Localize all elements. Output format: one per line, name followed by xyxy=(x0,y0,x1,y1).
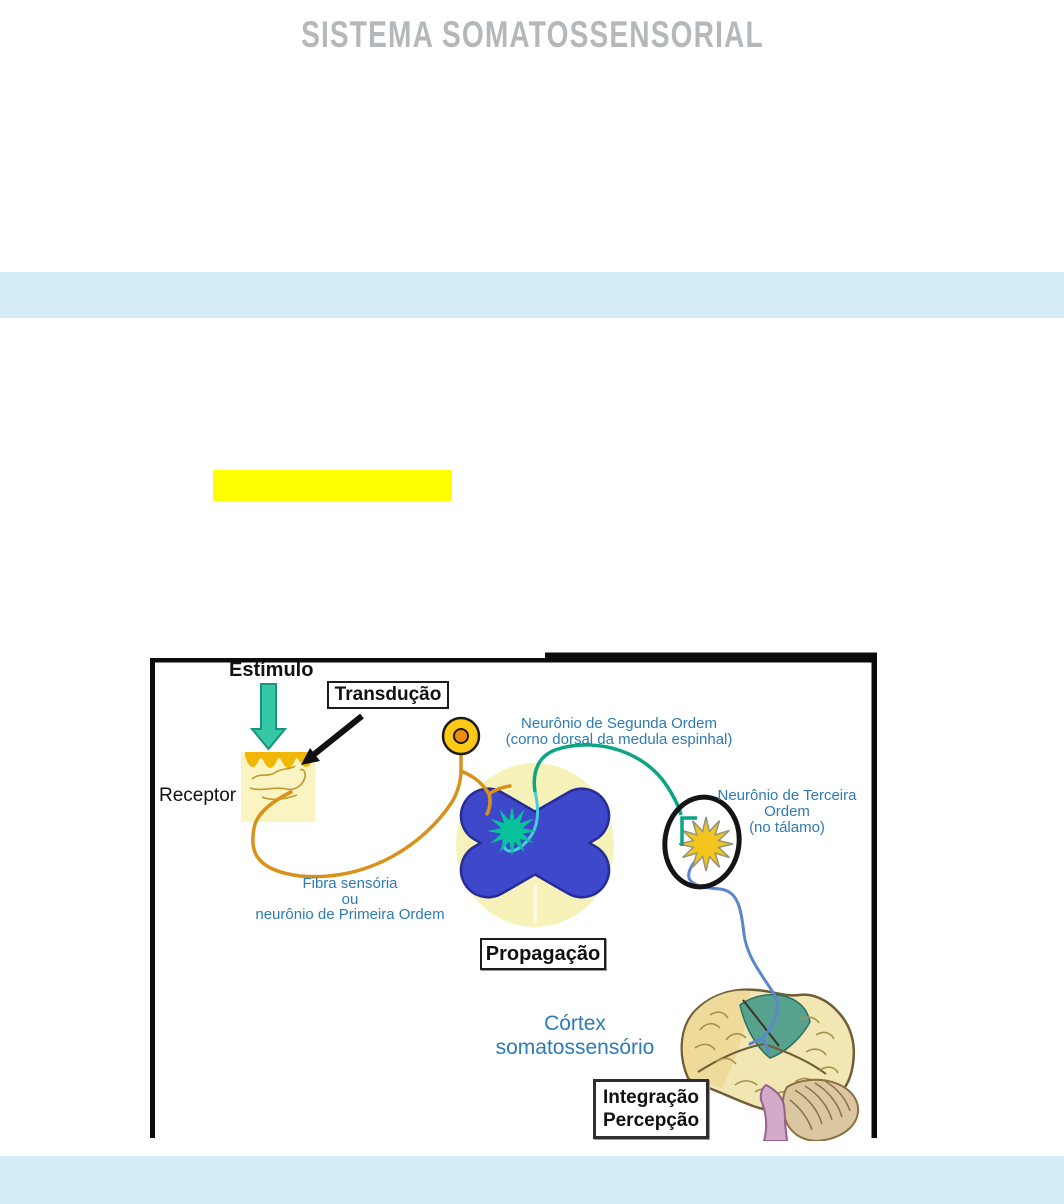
cortex-label: Córtex somatossensório xyxy=(495,1012,655,1059)
third-order-line2: Ordem xyxy=(764,803,810,820)
propagacao-box: Propagação xyxy=(480,938,606,970)
third-order-line3: (no tálamo) xyxy=(749,819,825,836)
fiber-line3: neurônio de Primeira Ordem xyxy=(255,906,445,923)
bottom-highlight-band xyxy=(0,1156,1064,1204)
transducao-box: Transdução xyxy=(327,681,449,709)
page-title-text: SISTEMA SOMATOSSENSORIAL xyxy=(300,14,764,55)
fiber-line2: ou xyxy=(341,890,359,908)
yellow-highlight-bar xyxy=(213,470,452,501)
third-order-neuron-label xyxy=(714,788,860,836)
estimulo-label: Estímulo xyxy=(229,659,314,681)
page-title xyxy=(0,14,1064,56)
integracao-box xyxy=(593,1079,709,1139)
second-order-neuron-label xyxy=(504,716,734,747)
third-order-line1: Neurônio de Terceira xyxy=(717,787,857,804)
second-order-line2: (corno dorsal da medula espinhal) xyxy=(505,730,733,748)
second-order-line1: Neurônio de Segunda Ordem xyxy=(521,715,717,732)
receptor-label: Receptor xyxy=(159,785,237,806)
integracao-line1: Integração xyxy=(602,1087,700,1108)
cerebellum xyxy=(783,1080,858,1141)
ganglion-cell xyxy=(443,718,479,754)
transduction-arrow-icon xyxy=(301,716,362,765)
top-highlight-band xyxy=(0,272,1064,318)
integracao-line2: Percepção xyxy=(602,1110,700,1131)
fiber-line1: Fibra sensória xyxy=(302,875,398,892)
stimulus-arrow-icon xyxy=(252,684,285,749)
first-order-fiber-label xyxy=(254,876,446,923)
